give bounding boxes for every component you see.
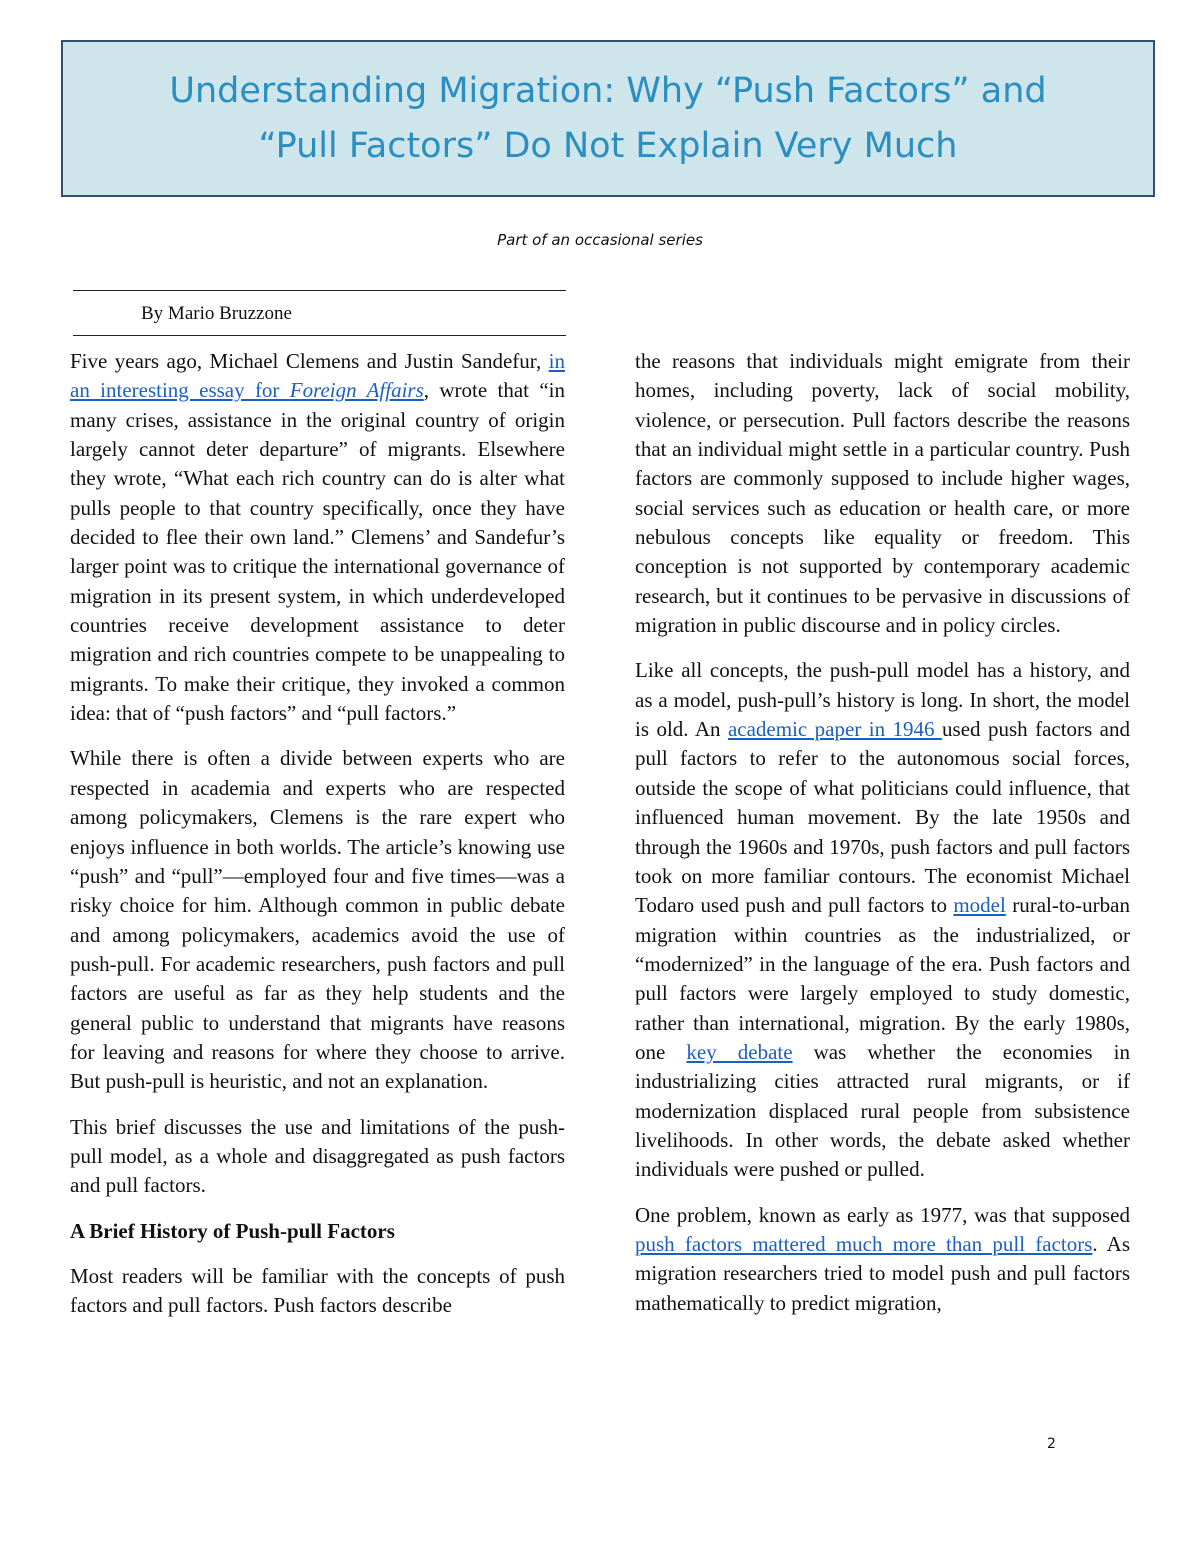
academic-paper-link[interactable]: academic paper in 1946 [727,717,943,742]
byline-box [73,290,566,336]
section-heading: A Brief History of Push-pull Factors [70,1218,395,1243]
text: used push factors and pull factors to refer to the autonomous social forces, outside the scope of what politicians could influence, that influenced human movement. By the late 1950s and through the 1960s and 1970s, push factors and pull factors took on more familiar contours. The economist Michael Todaro used push and pull factors to [635,717,1130,918]
title-banner [61,40,1155,197]
paragraph: This brief discusses the use and limitations of the push-pull model, as a whole and disaggregated as push factors and pull factors. [70,1114,565,1198]
text: . As migration researchers tried to model push and pull factors mathematically to predict migration, [635,1231,1130,1315]
link-text: in an interesting essay for [70,349,565,403]
series-subtitle: Part of an occasional series [497,231,703,249]
key-debate-link[interactable]: key debate [686,1039,793,1064]
left-column [70,347,565,1336]
text: was whether the economies in industrializing cities attracted rural migrants, or if modernization displaced rural people from subsistence livelihoods. In other words, the debate asked whether individuals were pushed or pulled. [635,1039,1130,1182]
text: One problem, known as early as 1977, was that supposed [635,1202,1130,1227]
title-line-2: “Pull Factors” Do Not Explain Very Much [258,125,958,166]
paragraph: While there is often a divide between experts who are respected in academia and experts who are respected among policymakers, Clemens is the rare expert who enjoys influence in both worlds. The article’s knowing use “push” and “pull”—employed four and five times—was a risky choice for him. Although common in public debate and among policymakers, academics avoid the use of push-pull. For academic researchers, push factors and pull factors are useful as far as they help students and the general public to understand that migrants have reasons for leaving and reasons for where they choose to arrive. But push-pull is heuristic, and not an explanation. [70,746,565,1094]
paragraph [635,656,1130,1184]
paragraph: the reasons that individuals might emigrate from their homes, including poverty, lack of social mobility, violence, or persecution. Pull factors describe the reasons that an individual might settle in a particular country. Push factors are commonly supposed to include higher wages, social services such as education or health care, or more nebulous concepts like equality or freedom. This conception is not supported by contemporary academic research, but it continues to be pervasive in discussions of migration in public discourse and in policy circles. [635,349,1130,638]
right-column [635,347,1130,1334]
page-number: 2 [1047,1436,1056,1452]
paragraph [70,347,565,728]
byline: By Mario Bruzzone [141,303,292,324]
text: , wrote that “in many crises, assistance in the original country of origin largely cannot deter departure” of migrants. Elsewhere they wrote, “What each rich country can do is alter what pulls people to that country specifically, once they have decided to flee their own land.” Clemens’ and Sandefur’s larger point was to critique the international governance of migration in its present system, in which underdeveloped countries receive development assistance to deter migration and rich countries compete to be unappealing to migrants. To make their critique, they invoked a common idea: that of “push factors” and “pull factors.” [70,378,565,726]
text: Five years ago, Michael Clemens and Justin Sandefur, [70,349,549,373]
push-factors-link[interactable]: push factors mattered much more than pull factors [635,1231,1093,1256]
text: rural-to-urban migration within countries as the industrialized, or “modernized” in the language of the era. Push factors and pull factors were largely employed to study domestic, rather than international, migration. By the early 1980s, one [635,893,1130,1064]
paragraph: Most readers will be familiar with the concepts of push factors and pull factors. Push factors describe [70,1263,565,1317]
model-link[interactable]: model [953,893,1006,918]
paragraph [635,1201,1130,1318]
text: Like all concepts, the push-pull model has a history, and as a model, push-pull’s history is long. In short, the model is old. An [635,658,1130,742]
title-line-1: Understanding Migration: Why “Push Factors” and [169,70,1047,111]
link-text-italic: Foreign Affairs [289,378,424,403]
